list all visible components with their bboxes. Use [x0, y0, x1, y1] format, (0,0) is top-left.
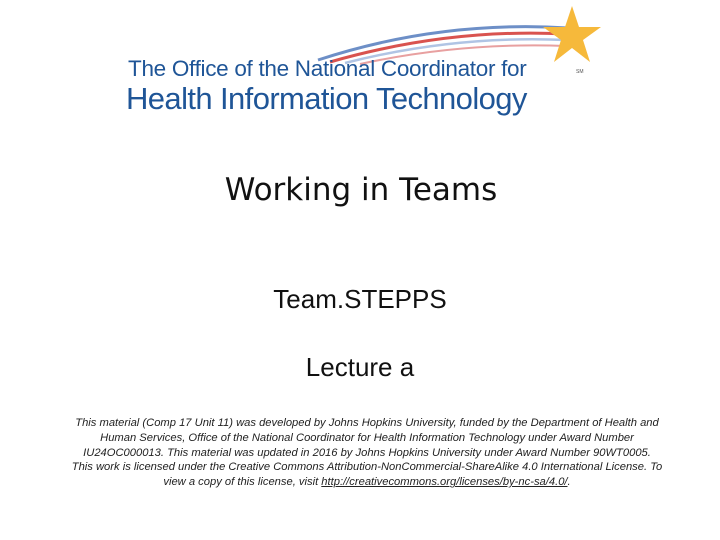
lecture-label: Lecture a	[305, 352, 415, 382]
slide-title: Working in Teams	[224, 172, 498, 208]
logo-text-line1: The Office of the National Coordinator for	[128, 56, 527, 81]
service-mark: SM	[576, 69, 584, 75]
license-link[interactable]: http://creativecommons.org/licenses/by-nc-sa/4.0/	[321, 476, 568, 489]
license-statement	[60, 460, 674, 490]
license-footer	[60, 416, 674, 490]
funding-statement: This material (Comp 17 Unit 11) was developed by Johns Hopkins University, funded by the Department of Health and Human Services, Office of the National Coordinator for Health Information Technology under Award Number IU24OC000013. This material was updated in 2016 by Johns Hopkins University under Award Number 90WT0005.	[75, 417, 659, 459]
slide-subtitle: Team.STEPPS	[273, 284, 447, 314]
logo-text-line2: Health Information Technology	[126, 81, 527, 116]
onc-logo	[0, 0, 720, 130]
license-period: .	[567, 476, 571, 489]
license-text: This work is licensed under the Creative Commons Attribution-NonCommercial-ShareAlike 4.0 International License. To view a copy of this license, visit	[71, 461, 663, 489]
